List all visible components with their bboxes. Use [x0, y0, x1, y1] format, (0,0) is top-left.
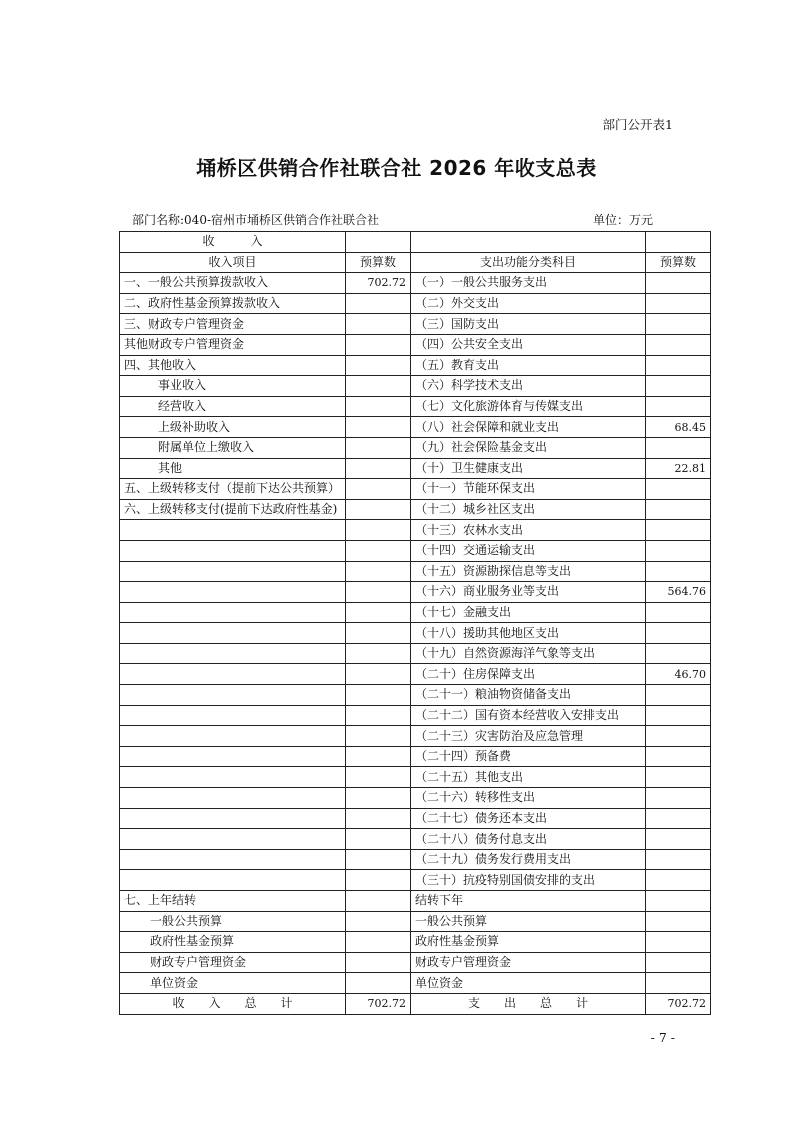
income-total-value: 702.72 [346, 993, 411, 1014]
expense-value-cell [646, 808, 711, 829]
table-row [120, 273, 711, 294]
income-value-cell [346, 643, 411, 664]
income-value-cell [346, 540, 411, 561]
table-row [120, 643, 711, 664]
income-item-cell: 六、上级转移支付(提前下达政府性基金) [120, 499, 346, 520]
expense-value-cell [646, 643, 711, 664]
table-row [120, 829, 711, 850]
expense-value-cell [646, 973, 711, 994]
table-row [120, 849, 711, 870]
table-row [120, 458, 711, 479]
table-row [120, 788, 711, 809]
expense-value-cell [646, 314, 711, 335]
income-item-cell [120, 602, 346, 623]
income-item-cell: 财政专户管理资金 [120, 952, 346, 973]
income-item-cell [120, 705, 346, 726]
expense-value-cell [646, 726, 711, 747]
expense-item-cell: （十八）援助其他地区支出 [411, 623, 646, 644]
income-value-cell [346, 499, 411, 520]
income-value-cell [346, 293, 411, 314]
income-value-cell [346, 973, 411, 994]
income-item-cell: 一、一般公共预算拨款收入 [120, 273, 346, 294]
table-row [120, 355, 711, 376]
table-row [120, 705, 711, 726]
expense-item-cell: （二十）住房保障支出 [411, 664, 646, 685]
expense-budget-header: 预算数 [646, 252, 711, 273]
table-header-row [120, 252, 711, 273]
income-item-cell [120, 726, 346, 747]
expense-item-cell: （十）卫生健康支出 [411, 458, 646, 479]
income-value-cell [346, 788, 411, 809]
expense-value-cell: 46.70 [646, 664, 711, 685]
expense-item-cell: （十七）金融支出 [411, 602, 646, 623]
expense-value-cell [646, 479, 711, 500]
income-value-cell [346, 355, 411, 376]
income-item-cell: 其他 [120, 458, 346, 479]
expense-value-cell [646, 396, 711, 417]
income-value-cell [346, 334, 411, 355]
unit-label: 单位：万元 [593, 213, 654, 227]
income-item-header: 收入项目 [120, 252, 346, 273]
expense-item-cell: （二十二）国有资本经营收入安排支出 [411, 705, 646, 726]
income-value-cell [346, 623, 411, 644]
table-row [120, 746, 711, 767]
expense-item-cell: （三）国防支出 [411, 314, 646, 335]
expense-item-cell: 一般公共预算 [411, 911, 646, 932]
table-row [120, 726, 711, 747]
table-row [120, 767, 711, 788]
income-item-cell: 单位资金 [120, 973, 346, 994]
income-value-cell [346, 602, 411, 623]
table-row [120, 314, 711, 335]
income-item-cell [120, 849, 346, 870]
table-row [120, 396, 711, 417]
expense-value-cell: 22.81 [646, 458, 711, 479]
income-item-cell: 上级补助收入 [120, 417, 346, 438]
expense-item-cell: （七）文化旅游体育与传媒支出 [411, 396, 646, 417]
income-value-cell [346, 767, 411, 788]
income-item-cell: 其他财政专户管理资金 [120, 334, 346, 355]
expense-item-cell: （二十九）债务发行费用支出 [411, 849, 646, 870]
empty-cell [646, 232, 711, 253]
expense-value-cell [646, 273, 711, 294]
income-budget-header: 预算数 [346, 252, 411, 273]
expense-item-cell: （十二）城乡社区支出 [411, 499, 646, 520]
expense-item-cell: （十一）节能环保支出 [411, 479, 646, 500]
table-total-row [120, 993, 711, 1014]
expense-item-cell: （三十）抗疫特别国债安排的支出 [411, 870, 646, 891]
income-value-cell [346, 829, 411, 850]
income-value-cell [346, 911, 411, 932]
income-value-cell [346, 726, 411, 747]
expense-total-value: 702.72 [646, 993, 711, 1014]
expense-value-cell: 68.45 [646, 417, 711, 438]
income-value-cell [346, 417, 411, 438]
expense-value-cell [646, 849, 711, 870]
expense-item-cell: （五）教育支出 [411, 355, 646, 376]
expense-item-cell: （十六）商业服务业等支出 [411, 582, 646, 603]
table-row [120, 952, 711, 973]
expense-item-cell: （六）科学技术支出 [411, 376, 646, 397]
income-value-cell [346, 458, 411, 479]
expense-item-cell: （四）公共安全支出 [411, 334, 646, 355]
income-item-cell [120, 788, 346, 809]
empty-cell [411, 232, 646, 253]
income-item-cell [120, 829, 346, 850]
income-value-cell [346, 685, 411, 706]
income-value-cell [346, 808, 411, 829]
expense-value-cell [646, 334, 711, 355]
table-row [120, 623, 711, 644]
income-value-cell [346, 705, 411, 726]
expense-value-cell [646, 705, 711, 726]
expense-value-cell [646, 437, 711, 458]
expense-value-cell [646, 952, 711, 973]
document-label: 部门公开表1 [602, 117, 673, 132]
income-item-cell [120, 582, 346, 603]
expense-item-cell: （二十五）其他支出 [411, 767, 646, 788]
expense-value-cell [646, 932, 711, 953]
empty-cell [346, 232, 411, 253]
income-item-cell: 三、财政专户管理资金 [120, 314, 346, 335]
table-row [120, 499, 711, 520]
expense-value-cell [646, 829, 711, 850]
expense-item-cell: （二十一）粮油物资储备支出 [411, 685, 646, 706]
expense-value-cell [646, 499, 711, 520]
income-item-cell: 二、政府性基金预算拨款收入 [120, 293, 346, 314]
expense-item-cell: （二十八）债务付息支出 [411, 829, 646, 850]
income-item-cell [120, 540, 346, 561]
expense-item-cell: 政府性基金预算 [411, 932, 646, 953]
table-header-group-row [120, 232, 711, 253]
income-value-cell [346, 479, 411, 500]
expense-item-cell: （九）社会保险基金支出 [411, 437, 646, 458]
expense-item-cell: （十四）交通运输支出 [411, 540, 646, 561]
income-item-cell: 附属单位上缴收入 [120, 437, 346, 458]
table-row [120, 540, 711, 561]
expense-value-cell [646, 520, 711, 541]
table-row [120, 685, 711, 706]
income-item-cell [120, 643, 346, 664]
expense-item-cell: （一）一般公共服务支出 [411, 273, 646, 294]
income-value-cell [346, 746, 411, 767]
income-item-cell: 七、上年结转 [120, 891, 346, 912]
expense-value-cell: 564.76 [646, 582, 711, 603]
income-item-cell [120, 808, 346, 829]
income-value-cell [346, 561, 411, 582]
expense-item-cell: （二十四）预备费 [411, 746, 646, 767]
income-item-cell [120, 870, 346, 891]
expense-item-cell: 财政专户管理资金 [411, 952, 646, 973]
income-value-cell [346, 891, 411, 912]
income-item-cell: 五、上级转移支付（提前下达公共预算） [120, 479, 346, 500]
page-title: 埇桥区供销合作社联合社 2026 年收支总表 [196, 156, 597, 180]
income-value-cell: 702.72 [346, 273, 411, 294]
expense-item-cell: （二十七）债务还本支出 [411, 808, 646, 829]
table-row [120, 417, 711, 438]
department-name: 部门名称:040-宿州市埇桥区供销合作社联合社 [132, 213, 380, 227]
income-value-cell [346, 952, 411, 973]
table-row [120, 602, 711, 623]
expense-item-cell: （十三）农林水支出 [411, 520, 646, 541]
expense-total-label: 支 出 总 计 [411, 993, 646, 1014]
income-item-cell: 事业收入 [120, 376, 346, 397]
income-value-cell [346, 664, 411, 685]
expense-value-cell [646, 355, 711, 376]
table-row [120, 561, 711, 582]
income-item-cell [120, 746, 346, 767]
income-value-cell [346, 396, 411, 417]
income-item-cell [120, 520, 346, 541]
expense-value-cell [646, 376, 711, 397]
expense-value-cell [646, 891, 711, 912]
expense-value-cell [646, 540, 711, 561]
income-value-cell [346, 314, 411, 335]
income-item-cell [120, 561, 346, 582]
table-row [120, 870, 711, 891]
expense-value-cell [646, 788, 711, 809]
expense-item-cell: （二）外交支出 [411, 293, 646, 314]
expense-item-cell: （八）社会保障和就业支出 [411, 417, 646, 438]
expense-value-cell [646, 767, 711, 788]
table-row [120, 479, 711, 500]
income-value-cell [346, 849, 411, 870]
expense-item-cell: （十九）自然资源海洋气象等支出 [411, 643, 646, 664]
table-row [120, 891, 711, 912]
expense-item-cell: （十五）资源勘探信息等支出 [411, 561, 646, 582]
income-item-cell: 经营收入 [120, 396, 346, 417]
table-row [120, 437, 711, 458]
expense-value-cell [646, 293, 711, 314]
expense-value-cell [646, 561, 711, 582]
income-group-header: 收 入 [120, 232, 346, 253]
table-row [120, 973, 711, 994]
income-item-cell [120, 767, 346, 788]
expense-value-cell [646, 685, 711, 706]
expense-value-cell [646, 746, 711, 767]
table-row [120, 334, 711, 355]
income-item-cell [120, 685, 346, 706]
income-value-cell [346, 437, 411, 458]
income-expense-table [119, 231, 711, 1015]
income-value-cell [346, 870, 411, 891]
expense-value-cell [646, 870, 711, 891]
expense-item-cell: 单位资金 [411, 973, 646, 994]
income-value-cell [346, 376, 411, 397]
income-total-label: 收 入 总 计 [120, 993, 346, 1014]
expense-value-cell [646, 602, 711, 623]
table-row [120, 911, 711, 932]
income-value-cell [346, 582, 411, 603]
expense-item-cell: （二十六）转移性支出 [411, 788, 646, 809]
expense-value-cell [646, 623, 711, 644]
expense-item-cell: 结转下年 [411, 891, 646, 912]
table-row [120, 932, 711, 953]
table-row [120, 293, 711, 314]
table-row [120, 376, 711, 397]
table-row [120, 808, 711, 829]
expense-item-cell: （二十三）灾害防治及应急管理 [411, 726, 646, 747]
income-item-cell: 一般公共预算 [120, 911, 346, 932]
income-item-cell: 四、其他收入 [120, 355, 346, 376]
page-number: - 7 - [650, 1030, 675, 1045]
expense-value-cell [646, 911, 711, 932]
table-row [120, 664, 711, 685]
table-row [120, 582, 711, 603]
income-item-cell: 政府性基金预算 [120, 932, 346, 953]
table-row [120, 520, 711, 541]
income-item-cell [120, 664, 346, 685]
income-value-cell [346, 520, 411, 541]
expense-item-header: 支出功能分类科目 [411, 252, 646, 273]
income-value-cell [346, 932, 411, 953]
income-item-cell [120, 623, 346, 644]
